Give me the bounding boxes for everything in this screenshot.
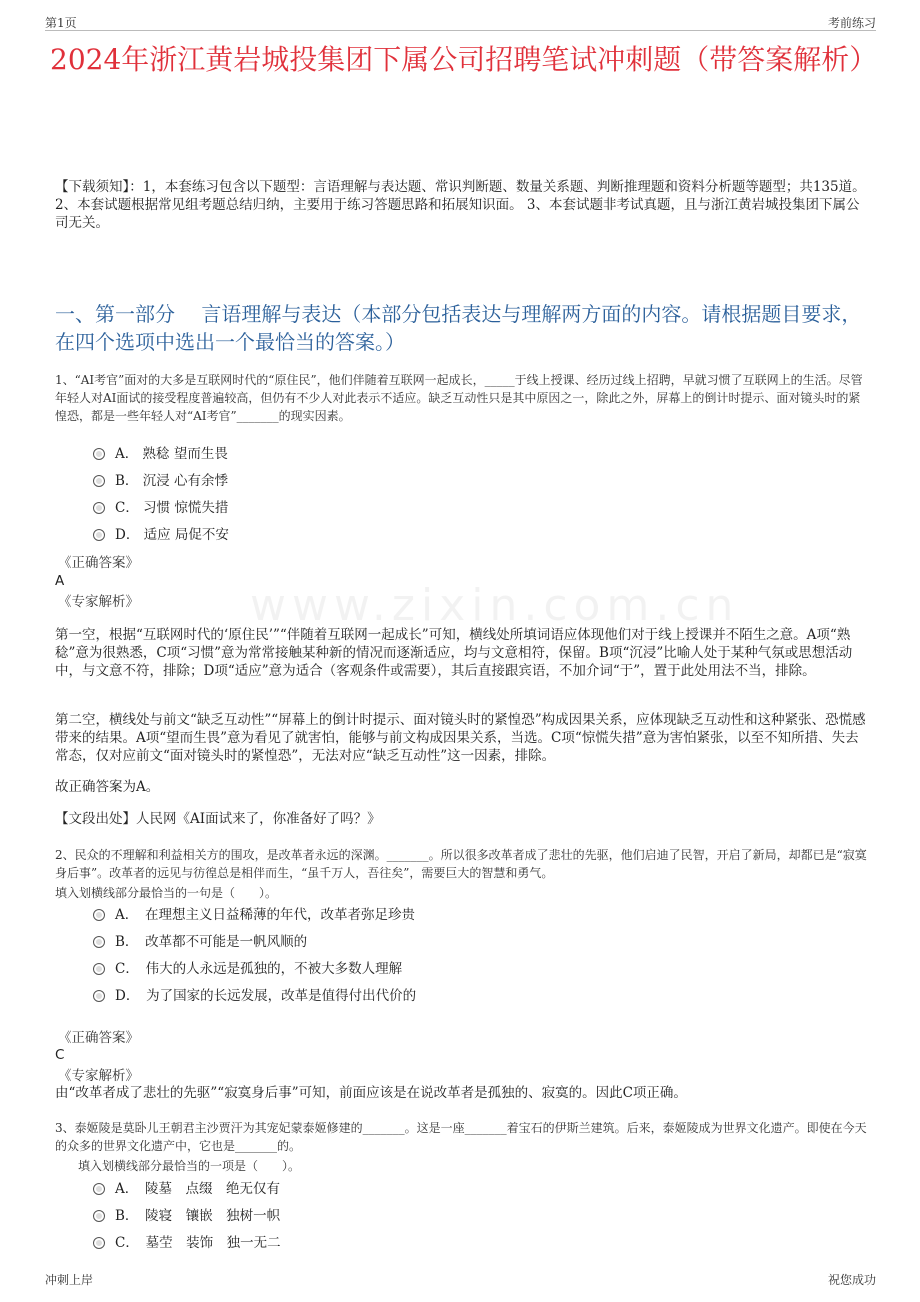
radio-icon[interactable]	[93, 448, 105, 460]
q2-analysis-label: 《专家解析》	[58, 1068, 139, 1084]
q1-option-c[interactable]: C． 习惯 惊慌失措	[93, 499, 228, 517]
q3-prompt: 填入划横线部分最恰当的一项是（ ）。	[78, 1159, 301, 1173]
radio-icon[interactable]	[93, 990, 105, 1002]
question-2-stem: 2、民众的不理解和利益相关方的围攻，是改革者永远的深渊。_______。所以很多改革者成了悲壮的先驱，他们启迪了民智，开启了新局，却都已是“寂寞身后事”。改革者的远见与彷徨总是相伴而生，“虽千万人，吾往矣”，需要巨大的智慧和勇气。	[55, 848, 867, 880]
radio-icon[interactable]	[93, 936, 105, 948]
q1-analysis-2: 第二空，横线处与前文“缺乏互动性”“屏幕上的倒计时提示、面对镜头时的紧惶恐”构成因果关系，应体现缺乏互动性和这种紧张、恐慌感带来的结果。A项“望而生畏”意为看见了就害怕，能够与前文构成因果关系，当选。C项“惊慌失措”意为害怕紧张，以至不知所措、失去常态，仅对应前文“面对镜头时的紧惶恐”，无法对应“缺乏互动性”这一因素，排除。	[55, 712, 866, 764]
header-label: 考前练习	[827, 16, 876, 30]
q1-source: 【文段出处】人民网《AI面试来了，你准备好了吗？》	[55, 811, 381, 827]
q1-conclusion: 故正确答案为A。	[55, 779, 160, 795]
radio-icon[interactable]	[93, 963, 105, 975]
footer-left: 冲刺上岸	[45, 1273, 94, 1287]
radio-icon[interactable]	[93, 1237, 105, 1249]
q2-analysis: 由“改革者成了悲壮的先驱”“寂寞身后事”可知，前面应该是在说改革者是孤独的、寂寞的。因此C项正确。	[55, 1085, 687, 1101]
q2-option-d[interactable]: D． 为了国家的长远发展，改革是值得付出代价的	[93, 987, 416, 1005]
question-1-stem: 1、“AI考官”面对的大多是互联网时代的“原住民”，他们伴随着互联网一起成长，_____于线上授课、经历过线上招聘，早就习惯了互联网上的生活。尽管年轻人对AI面试的接受程度普遍较高，但仍有不少人对此表示不适应。缺乏互动性只是其中原因之一，除此之外，屏幕上的倒计时提示、面对镜头时的紧惶恐，都是一些年轻人对“AI考官”_______的现实因素。	[55, 373, 863, 423]
document-title: 2024年浙江黄岩城投集团下属公司招聘笔试冲刺题（带答案解析）	[50, 43, 878, 76]
section-heading: 一、第一部分 言语理解与表达（本部分包括表达与理解两方面的内容。请根据题目要求，在四个选项中选出一个最恰当的答案。）	[55, 302, 862, 354]
q2-answer: C	[55, 1047, 65, 1063]
radio-icon[interactable]	[93, 1210, 105, 1222]
download-notice: 【下载须知】：1，本套练习包含以下题型：言语理解与表达题、常识判断题、数量关系题、判断推理题和资料分析题等题型；共135道。 2、本套试题根据常见组考题总结归纳，主要用于练习答题思路和拓展知识面。 3、本套试题非考试真题，且与浙江黄岩城投集团下属公司无关。	[55, 179, 866, 231]
radio-icon[interactable]	[93, 529, 105, 541]
q1-answer-label: 《正确答案》	[58, 555, 139, 571]
page-header	[45, 12, 876, 31]
q2-prompt: 填入划横线部分最恰当的一句是（ ）。	[55, 886, 278, 900]
footer-right: 祝您成功	[827, 1273, 876, 1287]
q3-option-a[interactable]: A． 陵墓 点缀 绝无仅有	[93, 1180, 280, 1198]
page-number: 第1页	[45, 16, 77, 30]
radio-icon[interactable]	[93, 1183, 105, 1195]
watermark: www.zixin.com.cn	[250, 580, 740, 631]
q2-option-c[interactable]: C． 伟大的人永远是孤独的，不被大多数人理解	[93, 960, 402, 978]
q2-option-b[interactable]: B． 改革都不可能是一帆风顺的	[93, 933, 307, 951]
q1-analysis-1: 第一空，根据“互联网时代的‘原住民’”“伴随着互联网一起成长”可知，横线处所填词语应体现他们对于线上授课并不陌生之意。A项“熟稔”意为很熟悉，C项“习惯”意为常常接触某种新的情况而逐渐适应，均与文意相符，保留。B项“沉浸”比喻人处于某种气氛或思想活动中，与文意不符，排除；D项“适应”意为适合（客观条件或需要），其后直接跟宾语，不加介词“于”，置于此处用法不当，排除。	[55, 627, 853, 679]
q1-option-a[interactable]: A． 熟稔 望而生畏	[93, 445, 228, 463]
q3-option-c[interactable]: C． 墓茔 装饰 独一无二	[93, 1234, 281, 1252]
radio-icon[interactable]	[93, 475, 105, 487]
q1-answer: A	[55, 573, 65, 589]
radio-icon[interactable]	[93, 909, 105, 921]
q1-option-b[interactable]: B． 沉浸 心有余悸	[93, 472, 228, 490]
q2-option-a[interactable]: A． 在理想主义日益稀薄的年代，改革者弥足珍贵	[93, 906, 415, 924]
question-3-stem: 3、泰姬陵是莫卧儿王朝君主沙贾汗为其宠妃蒙泰姬修建的_______。这是一座_______着宝石的伊斯兰建筑。后来，泰姬陵成为世界文化遗产。即使在今天的众多的世界文化遗产中，它也是_______的。	[55, 1121, 867, 1153]
q1-analysis-label: 《专家解析》	[58, 594, 139, 610]
q3-option-b[interactable]: B． 陵寝 镶嵌 独树一帜	[93, 1207, 280, 1225]
q2-answer-label: 《正确答案》	[58, 1030, 139, 1046]
q1-option-d[interactable]: D． 适应 局促不安	[93, 526, 229, 544]
radio-icon[interactable]	[93, 502, 105, 514]
